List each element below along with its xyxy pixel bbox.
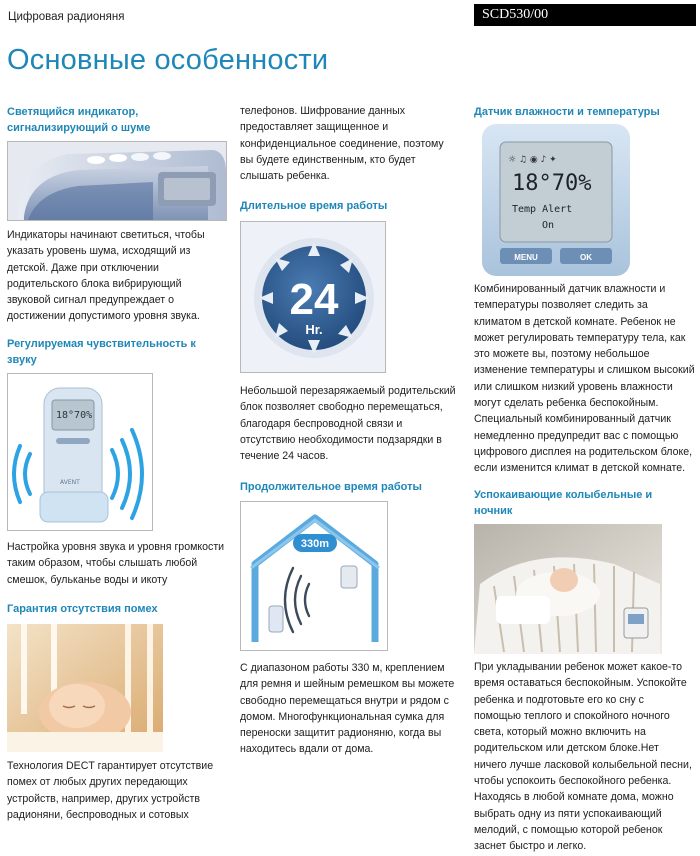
text-line: устройств, например, других устройств xyxy=(7,792,201,805)
text-line: С диапазоном работы 330 м, креплением xyxy=(240,662,445,674)
range-badge: 330m xyxy=(300,538,330,550)
text-line: Комбинированный датчик влажности и xyxy=(474,283,666,295)
lcd-alert-line: Temp Alert xyxy=(512,204,573,215)
ok-key-label: OK xyxy=(580,253,592,262)
text-line: ребенка и подготовьте его ко сну с xyxy=(474,693,644,706)
text-line: отсутствию необходимости подзарядки в xyxy=(240,433,442,446)
text-line: звуковой сигнал предупреждает о xyxy=(7,294,174,307)
text-line: родительском или детском блоке.Нет xyxy=(474,742,659,755)
lcd-display-illustration xyxy=(474,124,638,276)
text-line: заснет быстро и легко. xyxy=(474,840,587,853)
text-line: вы будете единственным, кто будет xyxy=(240,153,416,166)
range-330m-image xyxy=(240,501,388,651)
text-line: радионяни, беспроводных и сотовых xyxy=(7,808,189,821)
feature-title-range: Продолжительное время работы xyxy=(240,481,422,493)
feature-body-sound-sensitivity xyxy=(7,539,224,588)
text-line: для ремня и шейным ремешком вы можете xyxy=(240,678,455,691)
feature-title-long-operation: Длительное время работы xyxy=(240,200,388,212)
text-line: температуры позволяет следить за xyxy=(474,299,648,312)
text-line: телефонов. Шифрование данных xyxy=(240,105,406,117)
document-category: Цифровая радионяня xyxy=(8,11,125,23)
text-line: это можете вы, поэтому небольшое xyxy=(474,348,650,361)
feature-title-line: Регулируемая чувствительность к xyxy=(7,338,196,350)
text-line: чтобы успокоить беспокойного ребенка. xyxy=(474,775,672,788)
feature-body-humidity-temperature xyxy=(474,281,695,477)
text-line: домом. Многофункциональная сумка для xyxy=(240,710,445,723)
text-line: климатом в детской комнате. Ребенок не xyxy=(474,315,676,328)
battery-24hr-image xyxy=(240,221,386,373)
page-title: Основные особенности xyxy=(7,44,329,76)
text-line: свободно перемещаться внутри и рядом с xyxy=(240,694,449,707)
feature-body-lullabies-nightlight xyxy=(474,659,692,855)
sleeping-baby-image xyxy=(7,624,163,752)
feature-body-range xyxy=(240,660,454,758)
feature-title-line: сигнализирующий о шуме xyxy=(7,122,151,134)
baby-cradle-image xyxy=(474,524,662,654)
text-line: мелодий, с помощью которой ребенок xyxy=(474,823,663,836)
text-line: ничего лучше ласковой колыбельной песни, xyxy=(474,758,692,771)
baby-monitor-lights-illustration xyxy=(8,142,227,221)
text-line: достижении допустимого уровня звука. xyxy=(7,310,200,323)
24-hour-badge-icon xyxy=(241,222,386,373)
text-line: детской. Даже при отключении xyxy=(7,261,159,274)
text-line: родительского блока вибрирующий xyxy=(7,277,182,290)
text-line: слышать ребенка. xyxy=(240,170,330,183)
noise-indicator-image xyxy=(7,141,227,221)
text-line: может регулировать температуру тела, как xyxy=(474,331,686,344)
text-line: Технология DECT гарантирует отсутствие xyxy=(7,760,214,772)
text-line: блок позволяет свободно перемещаться, xyxy=(240,401,443,414)
feature-title-noise-indicator xyxy=(7,104,150,136)
feature-title-humidity-temperature: Датчик влажности и температуры xyxy=(474,106,660,118)
feature-title-line: Успокаивающие колыбельные и xyxy=(474,489,653,501)
text-line: предоставляет защищенное и xyxy=(240,121,389,134)
humidity-sensor-image xyxy=(474,124,638,276)
feature-body-no-interference xyxy=(7,758,213,823)
badge-unit: Hr. xyxy=(305,322,323,337)
sound-sensitivity-image xyxy=(7,373,153,531)
feature-title-line: звуку xyxy=(7,354,37,366)
feature-title-sound-sensitivity xyxy=(7,336,196,368)
parent-unit-sound-waves-illustration xyxy=(8,374,153,531)
text-line: таким образом, чтобы слышать любой xyxy=(7,557,198,570)
text-line: могут сделать ребенка беспокойным. xyxy=(474,397,659,410)
text-line: изменение температуры и слишком высокий xyxy=(474,364,695,377)
house-range-illustration xyxy=(241,502,388,651)
text-line: немедленно предупредит вас с помощью xyxy=(474,429,679,442)
lcd-temp-humidity: 18°70% xyxy=(512,171,592,196)
text-line: помех от любых других передающих xyxy=(7,776,188,789)
text-line: Находясь в любой комнате дома, можно xyxy=(474,791,674,804)
text-line: время оставаться беспокойным. Успокойте xyxy=(474,677,687,690)
text-line: смешок, бульканье воды и икоту xyxy=(7,573,168,586)
text-line: течение 24 часов. xyxy=(240,450,329,463)
text-line: находитесь вдали от дома. xyxy=(240,743,374,756)
text-line: помощью теплого и спокойного ночного xyxy=(474,709,670,722)
feature-title-no-interference: Гарантия отсутствия помех xyxy=(7,603,158,615)
text-line: Специальный комбинированный датчик xyxy=(474,413,671,426)
cradle-photo-illustration xyxy=(474,524,662,654)
brand-label: AVENT xyxy=(60,479,80,486)
model-number-box: SCD530/00 xyxy=(474,4,696,26)
feature-body-long-operation xyxy=(240,383,456,464)
text-line: Небольшой перезаряжаемый родительский xyxy=(240,385,456,397)
svg-text:☼ ♫ ◉ ♪ ✦: ☼ ♫ ◉ ♪ ✦ xyxy=(508,155,557,165)
feature-title-lullabies-nightlight xyxy=(474,487,652,519)
lcd-reading: 18°70% xyxy=(56,410,93,421)
text-line: света, который можно включить на xyxy=(474,726,646,739)
text-line: Настройка уровня звука и уровня громкости xyxy=(7,541,225,553)
text-line: конфиденциальное соединение, поэтому xyxy=(240,137,444,150)
badge-number: 24 xyxy=(289,275,339,324)
text-line: цифрового дисплея на родительском блоке, xyxy=(474,445,693,458)
menu-key-label: MENU xyxy=(514,253,538,262)
text-line: если изменится климат в детской комнате. xyxy=(474,462,686,475)
feature-title-line: ночник xyxy=(474,505,513,517)
feature-body-continued xyxy=(240,103,444,184)
text-line: или слишком низкий уровень влажности xyxy=(474,380,673,393)
text-line: выбрать одну из пяти успокаивающий xyxy=(474,807,662,820)
text-line: При укладывании ребенок может какое-то xyxy=(474,661,683,673)
text-line: благодаря беспроводной связи и xyxy=(240,417,403,430)
text-line: Индикаторы начинают светиться, чтобы xyxy=(7,229,205,241)
feature-title-line: Светящийся индикатор, xyxy=(7,106,139,118)
sleeping-baby-photo-illustration xyxy=(7,624,163,752)
text-line: переноски защитит радионяню, когда вы xyxy=(240,727,442,740)
text-line: указать уровень шума, исходящий из xyxy=(7,245,191,258)
lcd-alert-state: On xyxy=(542,220,555,231)
feature-body-noise-indicator xyxy=(7,227,205,325)
